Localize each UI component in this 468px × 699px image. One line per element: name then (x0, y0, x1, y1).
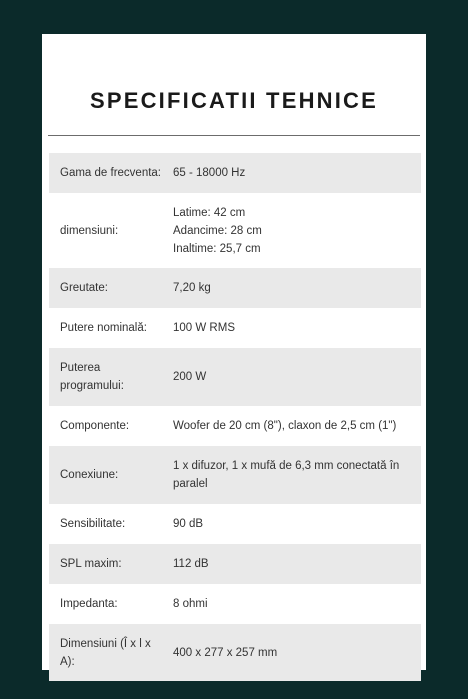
spec-row-frequency (49, 153, 421, 193)
spec-row-size (49, 624, 421, 681)
spec-value-line: 400 x 277 x 257 mm (173, 646, 278, 659)
spec-value-line: 1 x difuzor, 1 x mufă de 6,3 mm conectată în paralel (173, 460, 400, 490)
spec-value (173, 319, 421, 337)
spec-row-impedance (49, 584, 421, 624)
spec-label: dimensiuni: (60, 224, 119, 237)
spec-value-line: 8 ohmi (173, 598, 208, 610)
spec-card (42, 34, 426, 670)
spec-value-line: 112 dB (173, 558, 209, 570)
spec-value (173, 417, 421, 435)
page-title: SPECIFICATII TEHNICE (89, 88, 379, 113)
spec-value-line: Woofer de 20 cm (8"), claxon de 2,5 cm (1") (173, 420, 397, 432)
spec-label: Dimensiuni (Î x l x A): (60, 637, 151, 668)
spec-table (49, 153, 421, 681)
spec-label: Componente: (60, 420, 130, 432)
spec-value-line: 65 - 18000 Hz (173, 167, 246, 179)
spec-value (173, 515, 421, 533)
spec-value (173, 368, 421, 386)
spec-value (173, 555, 421, 573)
spec-label: Greutate: (60, 282, 108, 294)
spec-label: Sensibilitate: (60, 518, 126, 530)
spec-row-max-spl (49, 544, 421, 584)
spec-value (173, 279, 421, 297)
spec-row-components (49, 406, 421, 446)
spec-value (173, 164, 421, 182)
spec-value-line: Inaltime: 25,7 cm (173, 242, 261, 255)
spec-label: Impedanta: (60, 598, 118, 610)
spec-value (173, 457, 421, 493)
spec-row-dimensions (49, 193, 421, 268)
spec-label: Conexiune: (60, 469, 119, 481)
spec-value-line: Adancime: 28 cm (173, 224, 262, 237)
spec-value-line: 100 W RMS (173, 322, 235, 334)
spec-row-rated-power (49, 308, 421, 348)
spec-value (173, 204, 421, 258)
spec-label: Gama de frecventa: (60, 167, 161, 179)
spec-value-line: 90 dB (173, 518, 204, 530)
spec-value-line: Latime: 42 cm (173, 206, 246, 219)
spec-value-line: 200 W (173, 371, 207, 383)
spec-value (173, 595, 421, 613)
spec-row-program-power (49, 348, 421, 406)
title-divider (48, 135, 420, 136)
spec-row-connection (49, 446, 421, 504)
spec-label: Putere nominală: (60, 322, 147, 334)
spec-label: Puterea programului: (60, 362, 124, 392)
spec-label: SPL maxim: (60, 558, 122, 570)
spec-row-weight (49, 268, 421, 308)
spec-value (173, 644, 421, 662)
spec-value-line: 7,20 kg (173, 282, 211, 294)
spec-row-sensitivity (49, 504, 421, 544)
